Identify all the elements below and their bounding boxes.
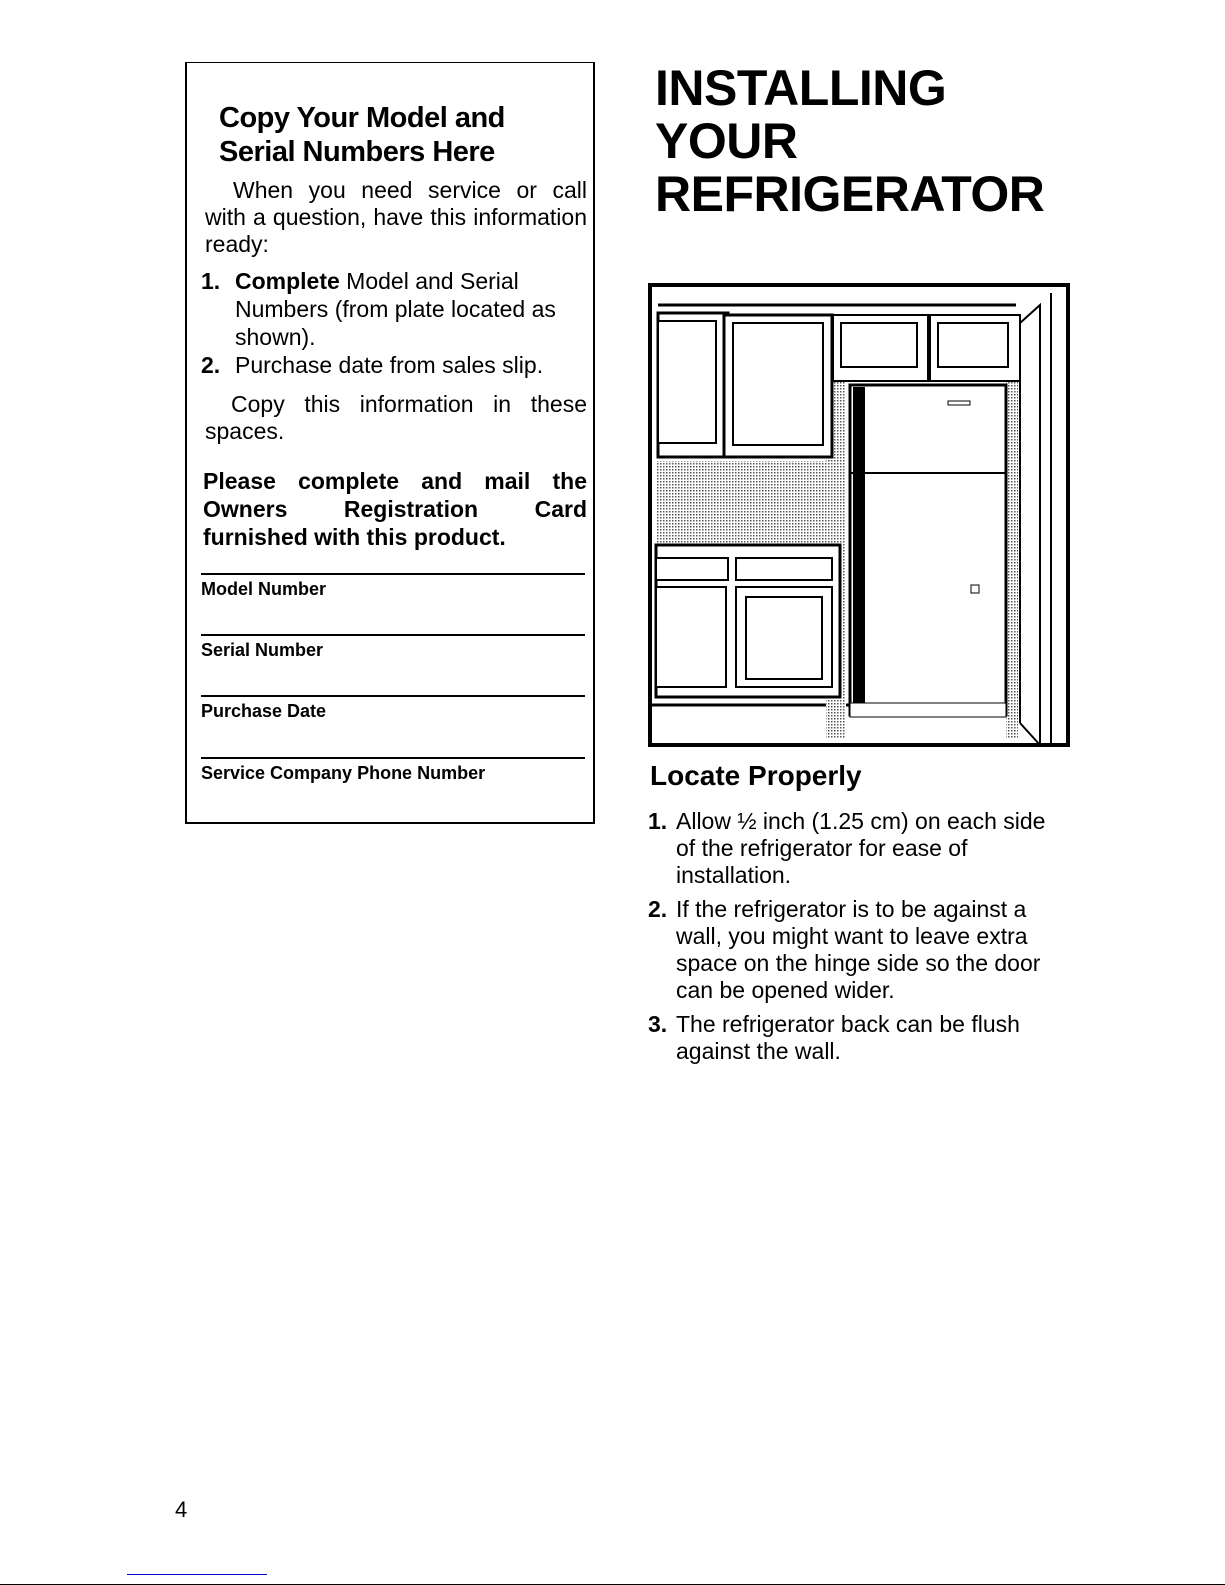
title-line: INSTALLING [655,60,947,116]
step-number: 1. [201,268,221,294]
box-title-line1: Copy Your Model and [219,102,505,134]
step-text: Purchase date from sales slip. [235,352,544,378]
service-phone-field[interactable]: Service Company Phone Number [201,757,585,784]
list-item [201,351,587,379]
section-heading: Locate Properly [650,760,862,791]
registration-notice: Please complete and mail the Owners Registration Card furnished with this product. [203,468,587,550]
title-line: REFRIGERATOR [655,166,1045,222]
model-number-field[interactable]: Model Number [201,573,585,600]
list-item [201,267,587,351]
list-item [648,896,1058,1004]
divider [127,1574,267,1575]
locate-steps [648,808,1058,1072]
step-number: 2. [648,896,668,922]
model-serial-info-box [185,62,595,824]
list-item [648,808,1058,889]
step-text: If the refrigerator is to be against a wall, you might want to leave extra space on the hinge side so the door can be opened wider. [676,896,1041,1003]
box-title-line2: Serial Numbers Here [219,136,495,168]
intro-text-body: When you need service or call with a question, have this information ready: [205,177,587,257]
list-item [648,1011,1058,1065]
step-number: 2. [201,352,221,378]
step-number: 3. [648,1011,668,1037]
copy-text [205,391,587,445]
intro-text [205,177,587,258]
copy-text-body: Copy this information in these spaces. [205,391,587,444]
step-number: 1. [648,808,668,834]
purchase-date-field[interactable]: Purchase Date [201,695,585,722]
refrigerator-installation-illustration [648,283,1070,747]
page-title [655,62,1044,221]
title-line: YOUR [655,113,798,169]
step-text: Allow ½ inch (1.25 cm) on each side of the refrigerator for ease of installation. [676,808,1046,888]
serial-number-field[interactable]: Serial Number [201,634,585,661]
page-number: 4 [175,1497,188,1522]
box-title [219,101,505,169]
step-text: Model and Serial Numbers (from plate located as shown). [235,268,556,350]
info-steps [201,267,587,379]
step-text: The refrigerator back can be flush against the wall. [676,1011,1020,1064]
step-bold: Complete [235,268,340,294]
